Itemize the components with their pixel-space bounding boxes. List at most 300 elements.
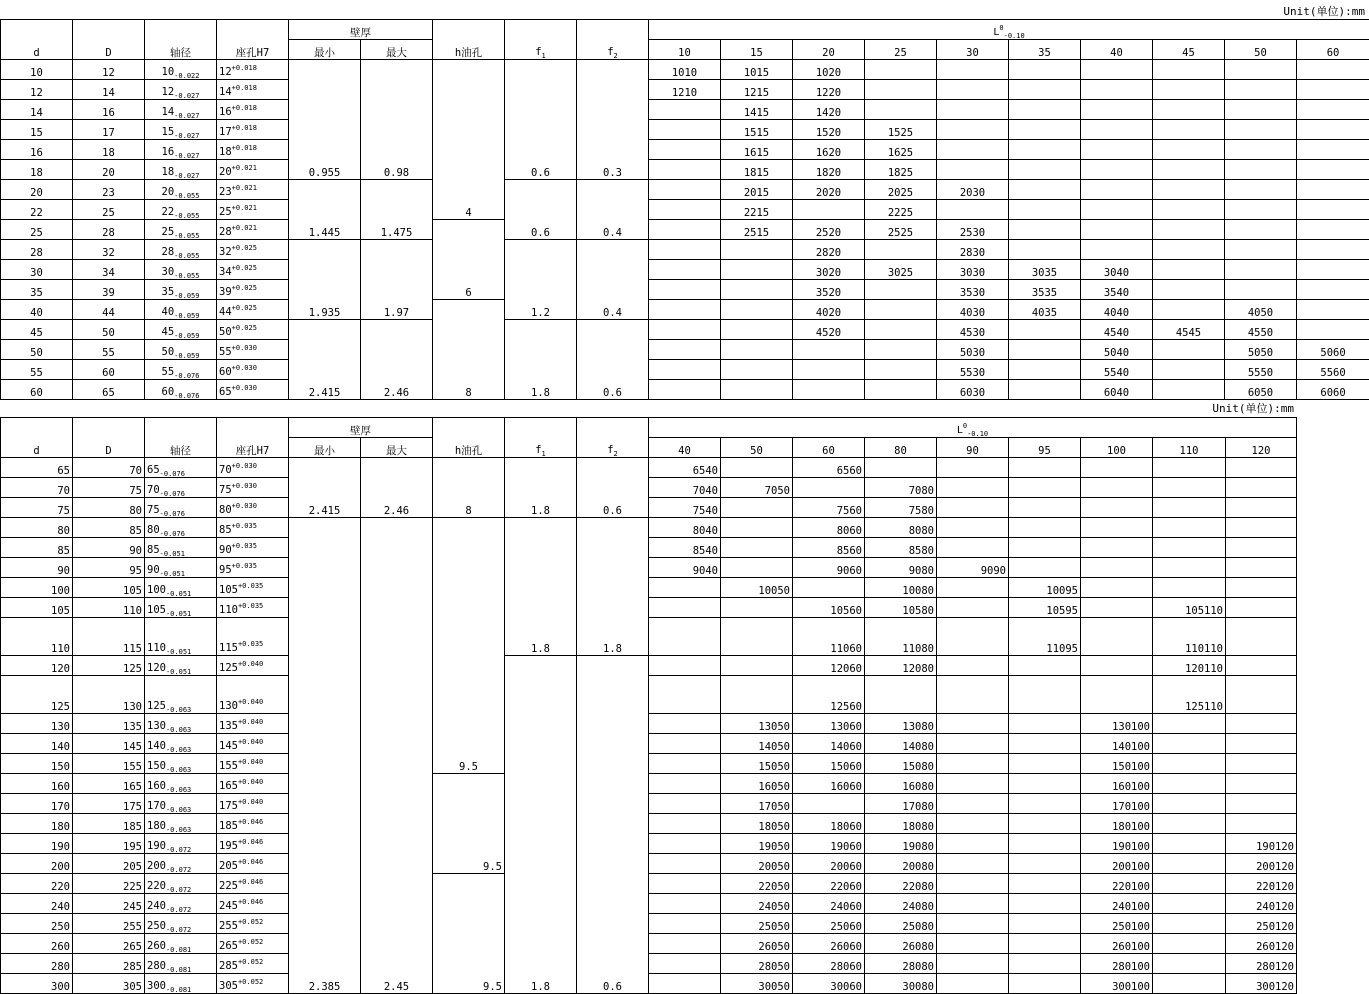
cell-length — [649, 280, 721, 300]
seat-size: 115 — [219, 642, 238, 654]
cell-length-value: 6050 — [1248, 387, 1273, 399]
cell-length — [937, 360, 1009, 380]
header-oil-hole-text: h油孔 — [455, 445, 482, 457]
cell-length — [1297, 360, 1369, 380]
cell-length-value: 1015 — [744, 67, 769, 79]
oil-hole — [433, 458, 505, 518]
cell-d-text: 200 — [51, 861, 70, 873]
length-symbol — [957, 425, 988, 436]
cell-length-value: 1615 — [744, 147, 769, 159]
cell-length — [865, 714, 937, 734]
cell-length — [1225, 180, 1297, 200]
shaft-size: 100 — [147, 584, 166, 596]
cell-length — [1153, 518, 1226, 538]
cell-length — [721, 478, 793, 498]
cell-length — [793, 360, 865, 380]
header-length-col — [937, 438, 1009, 458]
cell-D-text: 225 — [123, 881, 142, 893]
cell-length — [865, 854, 937, 874]
f1-value — [505, 180, 577, 240]
cell-length — [721, 80, 793, 100]
cell-D-text: 34 — [102, 267, 115, 279]
seat-size: 195 — [219, 840, 238, 852]
header-shaft-text: 轴径 — [170, 445, 191, 457]
cell-d — [1, 180, 73, 200]
cell-D-text: 145 — [123, 741, 142, 753]
cell-length — [865, 934, 937, 954]
wall-min — [289, 60, 361, 180]
seat-size: 185 — [219, 820, 238, 832]
wall-max — [361, 458, 433, 518]
seat-size: 305 — [219, 980, 238, 992]
cell-length — [1081, 676, 1153, 714]
shaft-size: 18 — [162, 166, 175, 178]
header-length-col — [793, 40, 865, 60]
cell-d-text: 75 — [57, 505, 70, 517]
cell-length — [649, 794, 721, 814]
cell-length — [865, 518, 937, 538]
seat-size: 55 — [219, 346, 232, 358]
cell-length-value: 1625 — [888, 147, 913, 159]
cell-d — [1, 380, 73, 400]
cell-d-text: 22 — [30, 207, 43, 219]
cell-seat — [217, 240, 289, 260]
cell-length — [721, 260, 793, 280]
cell-shaft — [145, 100, 217, 120]
seat-tolerance: +0.030 — [232, 482, 257, 490]
header-d-text: d — [33, 47, 39, 59]
cell-length-value: 2520 — [816, 227, 841, 239]
seat-tolerance: +0.025 — [232, 244, 257, 252]
seat-size: 20 — [219, 166, 232, 178]
cell-length — [721, 814, 793, 834]
cell-length-value: 11095 — [1046, 643, 1078, 655]
cell-length — [865, 360, 937, 380]
header-length-col — [1081, 40, 1153, 60]
f1-value — [505, 458, 577, 518]
seat-tolerance: +0.030 — [232, 344, 257, 352]
shaft-tolerance: -0.072 — [166, 846, 191, 854]
cell-length — [1081, 814, 1153, 834]
header-max — [361, 40, 433, 60]
cell-length — [649, 300, 721, 320]
cell-d-text: 20 — [30, 187, 43, 199]
cell-length-value: 18060 — [830, 821, 862, 833]
cell-length-value: 4040 — [1104, 307, 1129, 319]
header-min-text: 最小 — [314, 445, 335, 457]
f1-value — [505, 320, 577, 400]
cell-length-value: 14050 — [758, 741, 790, 753]
cell-D — [73, 714, 145, 734]
header-length-col — [937, 40, 1009, 60]
cell-length — [1009, 340, 1081, 360]
header-length-col — [649, 40, 721, 60]
table-row — [1, 478, 1297, 498]
table-row — [1, 240, 1369, 260]
table-row — [1, 578, 1297, 598]
wall-max — [361, 180, 433, 240]
cell-D-text: 44 — [102, 307, 115, 319]
cell-length — [793, 894, 865, 914]
table-row — [1, 874, 1297, 894]
cell-length — [1081, 180, 1153, 200]
header-length-value: 100 — [1107, 445, 1126, 457]
header-length-value: 10 — [678, 47, 691, 59]
cell-d — [1, 300, 73, 320]
shaft-size: 28 — [162, 246, 175, 258]
cell-length-value: 3040 — [1104, 267, 1129, 279]
cell-d-text: 300 — [51, 981, 70, 993]
cell-seat — [217, 60, 289, 80]
table-row — [1, 360, 1369, 380]
f2-value — [577, 458, 649, 518]
seat-size: 12 — [219, 66, 232, 78]
cell-length-value: 19080 — [902, 841, 934, 853]
cell-length — [649, 340, 721, 360]
cell-shaft — [145, 140, 217, 160]
cell-d-text: 80 — [57, 525, 70, 537]
cell-shaft — [145, 974, 217, 994]
cell-D — [73, 340, 145, 360]
cell-length — [1297, 320, 1369, 340]
shaft-tolerance: -0.063 — [166, 766, 191, 774]
table-row — [1, 814, 1297, 834]
cell-seat — [217, 598, 289, 618]
shaft-tolerance: -0.072 — [166, 886, 191, 894]
cell-length — [793, 618, 865, 656]
wall-min — [289, 518, 361, 994]
f1-value-text: 1.8 — [531, 505, 550, 517]
cell-length — [865, 974, 937, 994]
seat-size: 80 — [219, 504, 232, 516]
cell-D-text: 185 — [123, 821, 142, 833]
cell-length-value: 3535 — [1032, 287, 1057, 299]
seat-size: 14 — [219, 86, 232, 98]
cell-D-text: 20 — [102, 167, 115, 179]
cell-d — [1, 120, 73, 140]
cell-length — [1009, 834, 1081, 854]
cell-length — [1081, 974, 1153, 994]
cell-length — [1009, 618, 1081, 656]
shaft-size: 110 — [147, 642, 166, 654]
header-length-value: 90 — [966, 445, 979, 457]
cell-length — [793, 80, 865, 100]
seat-size: 285 — [219, 960, 238, 972]
wall-min-text: 0.955 — [309, 167, 341, 179]
cell-shaft — [145, 538, 217, 558]
cell-length-value: 10080 — [902, 585, 934, 597]
wall-min-text: 2.415 — [309, 505, 341, 517]
cell-length — [937, 320, 1009, 340]
cell-length — [1226, 834, 1297, 854]
cell-seat — [217, 894, 289, 914]
cell-seat — [217, 100, 289, 120]
cell-length-value: 13080 — [902, 721, 934, 733]
bushing-table-1 — [0, 19, 1369, 400]
cell-seat — [217, 458, 289, 478]
cell-d-text: 85 — [57, 545, 70, 557]
cell-D — [73, 894, 145, 914]
wall-max-text: 2.46 — [384, 505, 409, 517]
cell-length-value: 15050 — [758, 761, 790, 773]
shaft-size: 240 — [147, 900, 166, 912]
cell-length — [1153, 954, 1226, 974]
cell-seat — [217, 934, 289, 954]
cell-length — [721, 140, 793, 160]
header-min — [289, 40, 361, 60]
shaft-size: 260 — [147, 940, 166, 952]
shaft-size: 250 — [147, 920, 166, 932]
cell-d-text: 100 — [51, 585, 70, 597]
cell-length — [721, 676, 793, 714]
cell-d — [1, 774, 73, 794]
seat-tolerance: +0.040 — [238, 718, 263, 726]
cell-shaft — [145, 280, 217, 300]
cell-D-text: 90 — [129, 545, 142, 557]
shaft-size: 30 — [162, 266, 175, 278]
cell-length-value: 4020 — [816, 307, 841, 319]
cell-shaft — [145, 834, 217, 854]
cell-length — [1297, 340, 1369, 360]
header-d — [1, 418, 73, 458]
cell-length — [793, 734, 865, 754]
wall-min — [289, 180, 361, 240]
f1-value-text: 1.8 — [531, 387, 550, 399]
unit-label-top: Unit(单位):mm — [1283, 3, 1365, 21]
header-length-col — [793, 438, 865, 458]
header-D-text: D — [105, 445, 111, 457]
cell-D — [73, 200, 145, 220]
shaft-tolerance: -0.051 — [160, 550, 185, 558]
cell-length-value: 11060 — [830, 643, 862, 655]
shaft-tolerance: -0.051 — [166, 610, 191, 618]
cell-D — [73, 80, 145, 100]
cell-length — [1009, 714, 1081, 734]
cell-length — [1081, 380, 1153, 400]
cell-D-text: 285 — [123, 961, 142, 973]
cell-length — [1009, 774, 1081, 794]
header-wall-thickness-text: 壁厚 — [350, 27, 371, 39]
f2-value-text: 0.6 — [603, 387, 622, 399]
header-length-value: 60 — [822, 445, 835, 457]
cell-length — [937, 220, 1009, 240]
cell-length — [1297, 80, 1369, 100]
cell-length — [1009, 100, 1081, 120]
header-length-value: 80 — [894, 445, 907, 457]
table-row — [1, 854, 1297, 874]
header-length-value: 40 — [1110, 47, 1123, 59]
cell-length — [937, 200, 1009, 220]
cell-d-text: 18 — [30, 167, 43, 179]
cell-d — [1, 914, 73, 934]
cell-length-value: 190120 — [1256, 841, 1294, 853]
shaft-tolerance: -0.076 — [160, 530, 185, 538]
seat-tolerance: +0.035 — [232, 522, 257, 530]
shaft-size: 85 — [147, 544, 160, 556]
seat-size: 39 — [219, 286, 232, 298]
f1-value — [505, 656, 577, 994]
seat-tolerance: +0.025 — [232, 324, 257, 332]
seat-tolerance: +0.035 — [232, 562, 257, 570]
cell-seat — [217, 320, 289, 340]
cell-length — [1009, 656, 1081, 676]
cell-length — [1153, 538, 1226, 558]
cell-length — [793, 160, 865, 180]
cell-length — [1226, 498, 1297, 518]
seat-tolerance: +0.025 — [232, 284, 257, 292]
oil-hole — [433, 220, 505, 300]
cell-length — [1226, 894, 1297, 914]
wall-min — [289, 240, 361, 320]
table-row — [1, 754, 1297, 774]
cell-length — [865, 140, 937, 160]
cell-length — [1081, 120, 1153, 140]
shaft-tolerance: -0.051 — [166, 590, 191, 598]
cell-length-value: 20050 — [758, 861, 790, 873]
table-row — [1, 160, 1369, 180]
header-shaft-text: 轴径 — [170, 47, 191, 59]
cell-d-text: 160 — [51, 781, 70, 793]
cell-length — [1226, 774, 1297, 794]
seat-size: 65 — [219, 386, 232, 398]
cell-length — [1153, 854, 1226, 874]
cell-length — [937, 140, 1009, 160]
cell-length — [1009, 874, 1081, 894]
cell-shaft — [145, 894, 217, 914]
shaft-tolerance: -0.055 — [174, 252, 199, 260]
header-D — [73, 418, 145, 458]
header-length-col — [721, 40, 793, 60]
cell-length-value: 10560 — [830, 605, 862, 617]
cell-D-text: 32 — [102, 247, 115, 259]
cell-length-value: 5040 — [1104, 347, 1129, 359]
cell-length — [1225, 240, 1297, 260]
cell-length — [1153, 60, 1225, 80]
cell-length — [1081, 478, 1153, 498]
cell-length — [865, 458, 937, 478]
cell-length-value: 26060 — [830, 941, 862, 953]
cell-d — [1, 240, 73, 260]
cell-length — [1081, 360, 1153, 380]
cell-length — [937, 934, 1009, 954]
seat-tolerance: +0.046 — [238, 878, 263, 886]
cell-length-value: 280120 — [1256, 961, 1294, 973]
cell-D-text: 155 — [123, 761, 142, 773]
cell-length — [865, 240, 937, 260]
cell-length — [865, 320, 937, 340]
cell-length-value: 2020 — [816, 187, 841, 199]
cell-length-value: 1520 — [816, 127, 841, 139]
cell-length — [1297, 180, 1369, 200]
cell-length-value: 7580 — [909, 505, 934, 517]
cell-length — [1297, 240, 1369, 260]
cell-length — [793, 974, 865, 994]
cell-length — [793, 478, 865, 498]
cell-length — [721, 598, 793, 618]
cell-shaft — [145, 300, 217, 320]
shaft-size: 190 — [147, 840, 166, 852]
cell-length-value: 26080 — [902, 941, 934, 953]
cell-length — [1081, 140, 1153, 160]
cell-length — [649, 360, 721, 380]
cell-length — [1081, 714, 1153, 734]
seat-tolerance: +0.040 — [238, 698, 263, 706]
cell-length — [865, 498, 937, 518]
cell-length — [1226, 934, 1297, 954]
shaft-tolerance: -0.027 — [174, 152, 199, 160]
cell-shaft — [145, 360, 217, 380]
cell-length — [1226, 478, 1297, 498]
cell-length-value: 140100 — [1112, 741, 1150, 753]
cell-D — [73, 518, 145, 538]
cell-length — [793, 120, 865, 140]
cell-length-value: 25060 — [830, 921, 862, 933]
wall-min-text: 2.385 — [309, 981, 341, 993]
table-row — [1, 458, 1297, 478]
cell-length-value: 7540 — [693, 505, 718, 517]
cell-D — [73, 380, 145, 400]
cell-length-value: 2830 — [960, 247, 985, 259]
cell-length — [865, 300, 937, 320]
cell-length — [793, 656, 865, 676]
table-row — [1, 280, 1369, 300]
cell-length — [721, 954, 793, 974]
seat-tolerance: +0.035 — [232, 542, 257, 550]
cell-length-value: 5540 — [1104, 367, 1129, 379]
cell-length — [1081, 914, 1153, 934]
shaft-size: 40 — [162, 306, 175, 318]
cell-d-text: 280 — [51, 961, 70, 973]
seat-size: 135 — [219, 720, 238, 732]
cell-D — [73, 300, 145, 320]
cell-seat — [217, 954, 289, 974]
cell-length — [721, 120, 793, 140]
f2-value — [577, 240, 649, 320]
cell-length — [721, 754, 793, 774]
cell-seat — [217, 360, 289, 380]
table-row — [1, 518, 1297, 538]
shaft-tolerance: -0.063 — [166, 746, 191, 754]
seat-size: 255 — [219, 920, 238, 932]
seat-tolerance: +0.052 — [238, 978, 263, 986]
cell-length — [865, 280, 937, 300]
cell-length-value: 8560 — [837, 545, 862, 557]
cell-length — [649, 834, 721, 854]
cell-d-text: 65 — [57, 465, 70, 477]
header-f2 — [577, 418, 649, 458]
table-row — [1, 656, 1297, 676]
f2-value — [577, 518, 649, 656]
cell-D — [73, 914, 145, 934]
cell-length — [649, 100, 721, 120]
cell-length — [1226, 598, 1297, 618]
unit-label-bottom: Unit(单位):mm — [1212, 400, 1294, 418]
cell-length — [793, 180, 865, 200]
cell-length — [1297, 120, 1369, 140]
seat-size: 155 — [219, 760, 238, 772]
cell-length — [865, 874, 937, 894]
cell-length — [1225, 60, 1297, 80]
header-d — [1, 20, 73, 60]
cell-D — [73, 60, 145, 80]
cell-length-value: 25050 — [758, 921, 790, 933]
header-f2 — [577, 20, 649, 60]
f1-value — [505, 518, 577, 656]
cell-length-value: 240100 — [1112, 901, 1150, 913]
shaft-tolerance: -0.051 — [166, 648, 191, 656]
cell-length-value: 9080 — [909, 565, 934, 577]
cell-length — [865, 120, 937, 140]
